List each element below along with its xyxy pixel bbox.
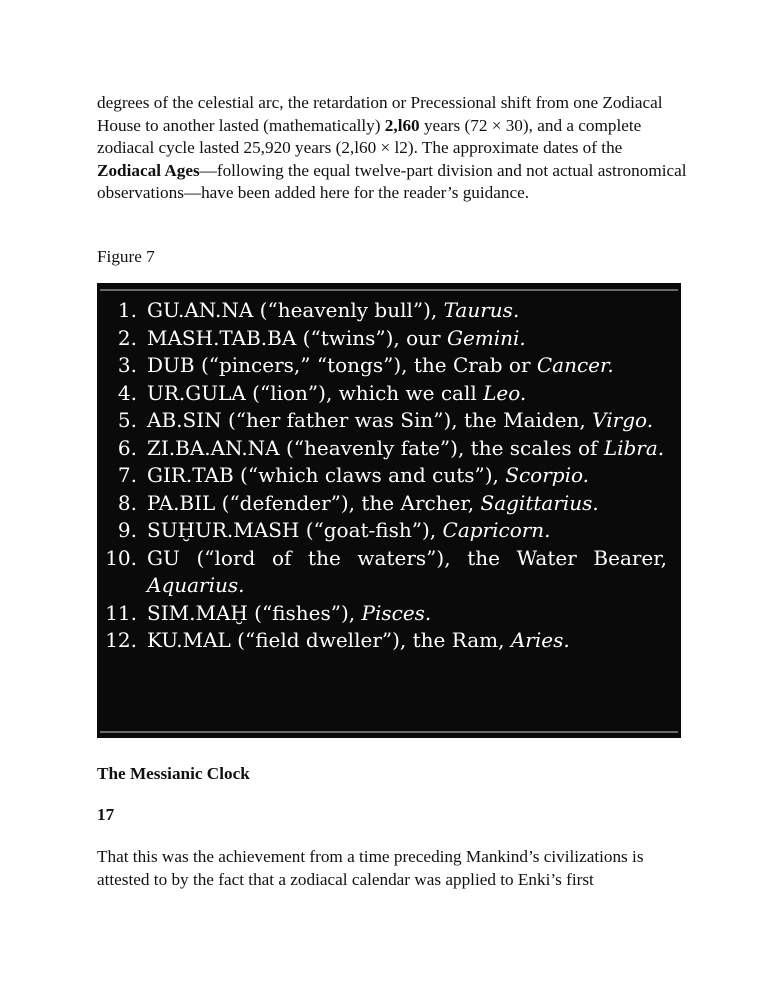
zodiac-list [97, 297, 681, 655]
zodiac-item-text: MASH.TAB.BA (“twins”), our [147, 325, 447, 350]
zodiac-list-item [97, 435, 681, 463]
intro-text-3: —following the equal twelve-part division and not actual astronomical observations—have been added here for the reader’s guidance. [97, 160, 687, 202]
intro-bold-years: 2,l60 [384, 115, 420, 135]
zodiac-item-number: 8. [117, 490, 137, 515]
zodiac-item-sign: Virgo. [592, 408, 654, 432]
zodiac-list-item [97, 352, 681, 380]
zodiac-item-sign: Libra. [603, 435, 665, 460]
zodiac-item-text: PA.BIL (“defender”), the Archer, [147, 490, 481, 515]
zodiac-item-sign: Gemini. [446, 325, 526, 350]
zodiac-item-sign: Capricorn. [442, 518, 551, 542]
figure-label: Figure 7 [97, 247, 155, 266]
zodiac-item-number: 1. [117, 298, 137, 322]
zodiac-item-number: 6. [117, 435, 137, 460]
zodiac-item-sign: Aquarius. [147, 573, 245, 597]
zodiac-item-text: GU.AN.NA (“heavenly bull”), [147, 298, 444, 322]
zodiac-list-item [97, 380, 681, 408]
intro-text-1: degrees of the celestial arc, the retardation or Precessional shift from one Zodiacal House to another lasted (mathematically) [97, 93, 663, 135]
zodiac-item-text: SUḪUR.MASH (“goat-fish”), [147, 518, 443, 542]
zodiac-list-item [97, 462, 681, 490]
closing-paragraph: That this was the achievement from a time preceding Mankind’s civilizations is attested to by the fact that a zodiacal calendar was applied to Enki’s first [97, 847, 644, 889]
zodiac-item-number: 4. [117, 380, 137, 405]
zodiac-figure [97, 283, 681, 738]
zodiac-item-text: SIM.MAḪ (“fishes”), [147, 600, 362, 625]
intro-paragraph [97, 92, 687, 205]
zodiac-item-number: 10. [105, 545, 137, 570]
zodiac-item-sign: Taurus. [443, 298, 520, 322]
zodiac-item-text: GU (“lord of the waters”), the Water Bearer, [147, 545, 667, 570]
zodiac-item-text: GIR.TAB (“which claws and cuts”), [147, 463, 506, 487]
zodiac-list-item [97, 545, 681, 600]
zodiac-item-text: KU.MAL (“field dweller”), the Ram, [147, 628, 511, 652]
zodiac-item-number: 12. [105, 628, 137, 652]
zodiac-list-item [97, 517, 681, 545]
intro-text-2: years (72 × 30), and a complete zodiacal cycle lasted 25,920 years (2,l60 × l2). The approximate dates of the [97, 115, 642, 157]
zodiac-item-text: DUB (“pincers,” “tongs”), the Crab or [147, 353, 537, 377]
intro-bold-zodiacal-ages: Zodiacal Ages [97, 160, 200, 180]
zodiac-item-text: ZI.BA.AN.NA (“heavenly fate”), the scales of [147, 435, 604, 460]
zodiac-item-number: 11. [105, 600, 137, 625]
figure-top-rule [100, 289, 678, 291]
zodiac-item-sign: Aries. [510, 628, 570, 652]
zodiac-item-number: 7. [117, 463, 137, 487]
zodiac-item-sign: Leo. [483, 380, 527, 405]
zodiac-item-number: 5. [117, 408, 137, 432]
zodiac-item-sign: Cancer. [536, 353, 614, 377]
zodiac-item-text: AB.SIN (“her father was Sin”), the Maiden, [147, 408, 593, 432]
section-title: The Messianic Clock [97, 764, 250, 783]
zodiac-item-text: UR.GULA (“lion”), which we call [147, 380, 484, 405]
page-number: 17 [97, 805, 115, 824]
zodiac-item-sign: Pisces. [361, 600, 432, 625]
zodiac-item-sign: Sagittarius. [480, 490, 599, 515]
zodiac-list-item [97, 627, 681, 655]
zodiac-item-sign: Scorpio. [505, 463, 590, 487]
figure-bottom-rule [100, 731, 678, 733]
zodiac-list-item [97, 490, 681, 518]
zodiac-item-number: 2. [117, 325, 137, 350]
zodiac-item-number: 3. [117, 353, 137, 377]
zodiac-item-number: 9. [117, 518, 137, 542]
zodiac-list-item [97, 325, 681, 353]
zodiac-list-item [97, 297, 681, 325]
zodiac-list-item [97, 407, 681, 435]
zodiac-list-item [97, 600, 681, 628]
